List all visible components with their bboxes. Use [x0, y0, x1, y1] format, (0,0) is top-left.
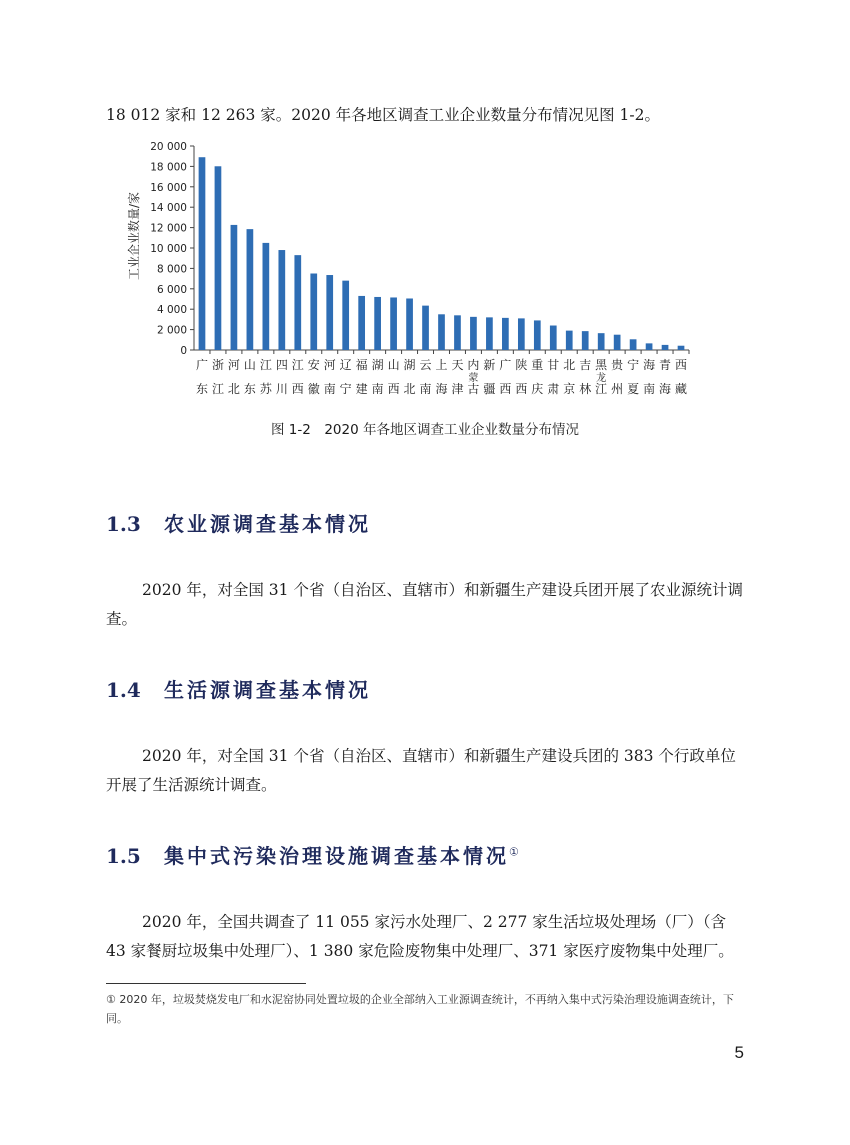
intro-line: 18 012 家和 12 263 家。2020 年各地区调查工业企业数量分布情况见图 1-2。	[106, 106, 661, 124]
bar	[358, 296, 365, 350]
bar	[566, 331, 573, 350]
y-axis-label: 工业企业数量/家	[127, 191, 141, 281]
footnote: ① 2020 年，垃圾焚烧发电厂和水泥窑协同处置垃圾的企业全部纳入工业源调查统计，不再纳入集中式污染治理设施调查统计，下同。	[106, 993, 734, 1025]
section-body-1-5: 2020 年，全国共调查了 11 055 家污水处理厂、2 277 家生活垃圾处理场（厂）（含 43 家餐厨垃圾集中处理厂）、1 380 家危险废物集中处理厂、371 家医疗废物集中处理厂。	[106, 913, 734, 960]
x-tick-label: 广东	[195, 358, 208, 396]
x-tick-label: 四川	[275, 358, 288, 396]
x-tick-label: 浙江	[211, 358, 224, 396]
x-tick-label: 山西	[387, 358, 400, 396]
x-tick-label: 安徽	[307, 358, 320, 396]
bar	[263, 243, 270, 350]
y-tick-label: 6 000	[156, 283, 187, 296]
bar	[646, 343, 653, 350]
bar	[518, 318, 525, 350]
bar	[630, 339, 637, 350]
bar	[231, 225, 238, 350]
x-tick-label: 广西	[499, 358, 512, 396]
x-tick-label: 贵州	[611, 358, 624, 396]
bar	[199, 157, 206, 350]
x-tick-label: 上海	[435, 358, 448, 396]
x-tick-label: 青海	[659, 358, 672, 396]
bar	[326, 275, 333, 350]
x-tick-label: 黑龙江	[595, 358, 608, 396]
bar	[422, 306, 429, 350]
bar	[390, 297, 397, 350]
x-tick-label: 西藏	[675, 358, 688, 396]
x-tick-label: 陕西	[515, 358, 528, 396]
bar-chart	[0, 0, 850, 410]
x-tick-label: 北京	[563, 358, 576, 396]
bar	[614, 335, 621, 350]
x-tick-label: 辽宁	[339, 358, 352, 396]
y-tick-label: 4 000	[156, 304, 187, 317]
page-number: 5	[734, 1043, 744, 1062]
bar	[598, 333, 605, 350]
x-tick-label: 江西	[291, 358, 304, 396]
x-tick-label: 甘肃	[547, 358, 560, 396]
bar	[247, 229, 254, 350]
section-body-1-3: 2020 年，对全国 31 个省（自治区、直辖市）和新疆生产建设兵团开展了农业源统计调查。	[106, 581, 743, 628]
x-tick-label: 内蒙古	[467, 358, 480, 396]
y-tick-label: 12 000	[150, 222, 187, 235]
bar	[215, 166, 222, 350]
bar	[582, 331, 589, 350]
x-tick-label: 宁夏	[627, 358, 640, 396]
x-tick-label: 河北	[227, 358, 240, 396]
bar	[502, 318, 509, 350]
y-tick-label: 8 000	[156, 263, 187, 276]
bar	[342, 281, 349, 350]
x-tick-label: 重庆	[531, 358, 544, 396]
y-tick-label: 10 000	[150, 243, 187, 255]
footnote-marker: ①	[509, 845, 519, 859]
y-tick-label: 0	[180, 345, 187, 357]
section-heading-1-3: 1.3 农业源调查基本情况	[106, 512, 371, 536]
bar	[310, 274, 317, 351]
section-heading-1-4: 1.4 生活源调查基本情况	[106, 678, 371, 702]
x-tick-label: 云南	[419, 358, 432, 396]
x-tick-label: 吉林	[579, 358, 592, 396]
x-tick-label: 福建	[355, 358, 368, 396]
x-tick-label: 海南	[643, 358, 656, 396]
bar	[486, 317, 493, 350]
bar	[454, 315, 461, 350]
x-tick-label: 山东	[243, 358, 256, 396]
bar	[534, 320, 541, 350]
x-tick-label: 湖南	[371, 358, 384, 396]
bar	[294, 255, 301, 350]
y-tick-label: 2 000	[156, 324, 187, 337]
bar	[406, 298, 413, 350]
y-tick-label: 16 000	[150, 181, 187, 194]
x-tick-label: 河南	[323, 358, 336, 396]
y-tick-label: 14 000	[150, 202, 187, 215]
bar	[278, 250, 285, 350]
x-tick-label: 天津	[451, 358, 464, 396]
y-tick-label: 20 000	[150, 141, 187, 153]
bar	[438, 314, 445, 350]
figure-caption: 图 1-2 2020 年各地区调查工业企业数量分布情况	[271, 422, 579, 438]
x-tick-label: 湖北	[403, 358, 416, 396]
footnote-divider	[106, 983, 306, 984]
bar	[662, 345, 669, 350]
y-tick-label: 18 000	[150, 161, 187, 174]
bar	[470, 317, 477, 350]
x-tick-label: 新疆	[483, 358, 496, 396]
x-tick-label: 江苏	[259, 358, 272, 396]
bar	[678, 346, 685, 350]
section-heading-1-5: 1.5 集中式污染治理设施调查基本情况①	[106, 844, 519, 868]
bar	[374, 297, 381, 350]
bar	[550, 326, 557, 350]
section-body-1-4: 2020 年，对全国 31 个省（自治区、直辖市）和新疆生产建设兵团的 383 个行政单位开展了生活源统计调查。	[106, 747, 736, 794]
